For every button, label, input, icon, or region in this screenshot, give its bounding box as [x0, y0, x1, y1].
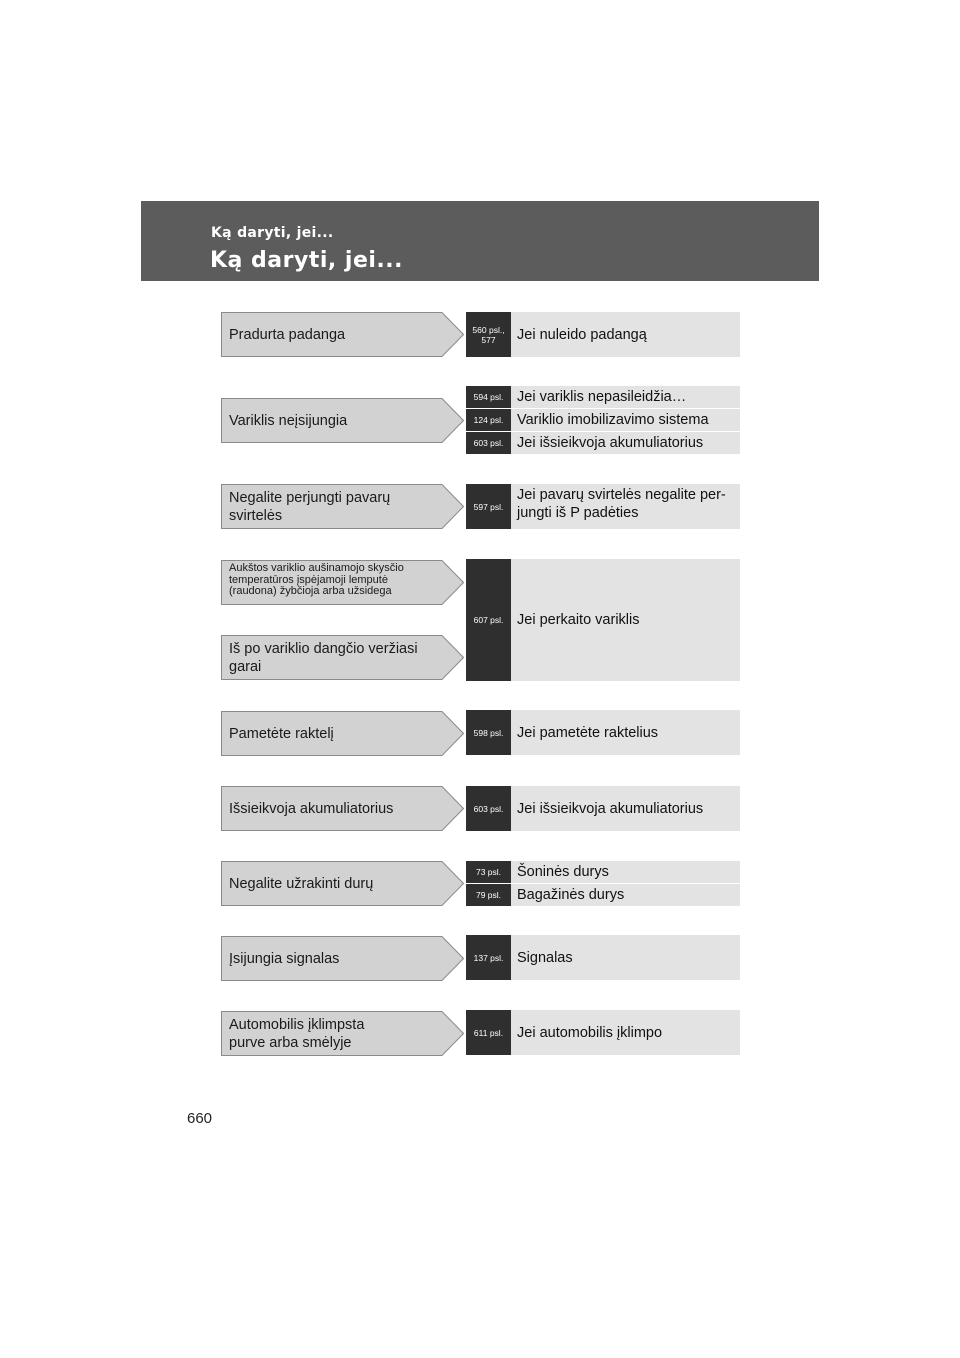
- reference-topic[interactable]: Jei variklis nepasileidžia…: [511, 386, 740, 408]
- reference-topic[interactable]: Jei išsieikvoja akumuliatorius: [511, 786, 740, 831]
- condition-box: [221, 786, 464, 831]
- page-reference[interactable]: 594 psl.: [466, 386, 511, 408]
- section-subtitle: Ką daryti, jei...: [211, 225, 334, 241]
- condition-text: Iš po variklio dangčio veržiasi garai: [229, 640, 418, 675]
- condition-box: [221, 861, 464, 906]
- condition-box: [221, 936, 464, 981]
- reference-topic[interactable]: Jei nuleido padangą: [511, 312, 740, 357]
- reference-topic[interactable]: Signalas: [511, 935, 740, 980]
- page-reference[interactable]: 607 psl.: [466, 559, 511, 681]
- section-title: Ką daryti, jei...: [210, 248, 403, 273]
- reference-topic[interactable]: Jei automobilis įklimpo: [511, 1010, 740, 1055]
- reference-topic[interactable]: Jei pametėte raktelius: [511, 710, 740, 755]
- condition-text: Pametėte raktelį: [229, 725, 334, 742]
- page-reference[interactable]: 603 psl.: [466, 432, 511, 454]
- page-number: 660: [187, 1110, 213, 1127]
- page-reference[interactable]: 598 psl.: [466, 710, 511, 755]
- condition-box: [221, 711, 464, 756]
- condition-box: [221, 312, 464, 357]
- reference-topic[interactable]: Jei pavarų svirtelės negalite per- jungti iš P padėties: [511, 484, 740, 529]
- condition-box: [221, 484, 464, 529]
- condition-box: [221, 1011, 464, 1056]
- page-reference[interactable]: 603 psl.: [466, 786, 511, 831]
- page-reference[interactable]: 73 psl.: [466, 861, 511, 883]
- reference-topic[interactable]: Variklio imobilizavimo sistema: [511, 409, 740, 431]
- condition-box: [221, 635, 464, 680]
- condition-text: Išsieikvoja akumuliatorius: [229, 800, 394, 817]
- condition-text: Aukštos variklio aušinamojo skysčio temperatūros įspėjamoji lemputė (raudona) žybčioja arba užsidega: [229, 562, 404, 597]
- reference-topic[interactable]: Jei perkaito variklis: [511, 559, 740, 681]
- reference-topic[interactable]: Bagažinės durys: [511, 884, 740, 906]
- condition-text: Variklis neįsijungia: [229, 412, 348, 429]
- section-header: [141, 201, 819, 281]
- condition-text: Negalite perjungti pavarų svirtelės: [229, 489, 391, 524]
- page-reference[interactable]: 137 psl.: [466, 935, 511, 980]
- reference-topic[interactable]: Šoninės durys: [511, 861, 740, 883]
- condition-text: Įsijungia signalas: [229, 950, 340, 967]
- reference-topic[interactable]: Jei išsieikvoja akumuliatorius: [511, 432, 740, 454]
- condition-box: [221, 398, 464, 443]
- page-reference[interactable]: 79 psl.: [466, 884, 511, 906]
- condition-text: Negalite užrakinti durų: [229, 875, 374, 892]
- page-reference[interactable]: 597 psl.: [466, 484, 511, 529]
- condition-text: Automobilis įklimpsta purve arba smėlyje: [229, 1016, 365, 1051]
- condition-text: Pradurta padanga: [229, 326, 346, 343]
- condition-box: [221, 560, 464, 605]
- page-reference[interactable]: 124 psl.: [466, 409, 511, 431]
- page-reference[interactable]: 560 psl., 577: [466, 312, 511, 357]
- page-reference[interactable]: 611 psl.: [466, 1010, 511, 1055]
